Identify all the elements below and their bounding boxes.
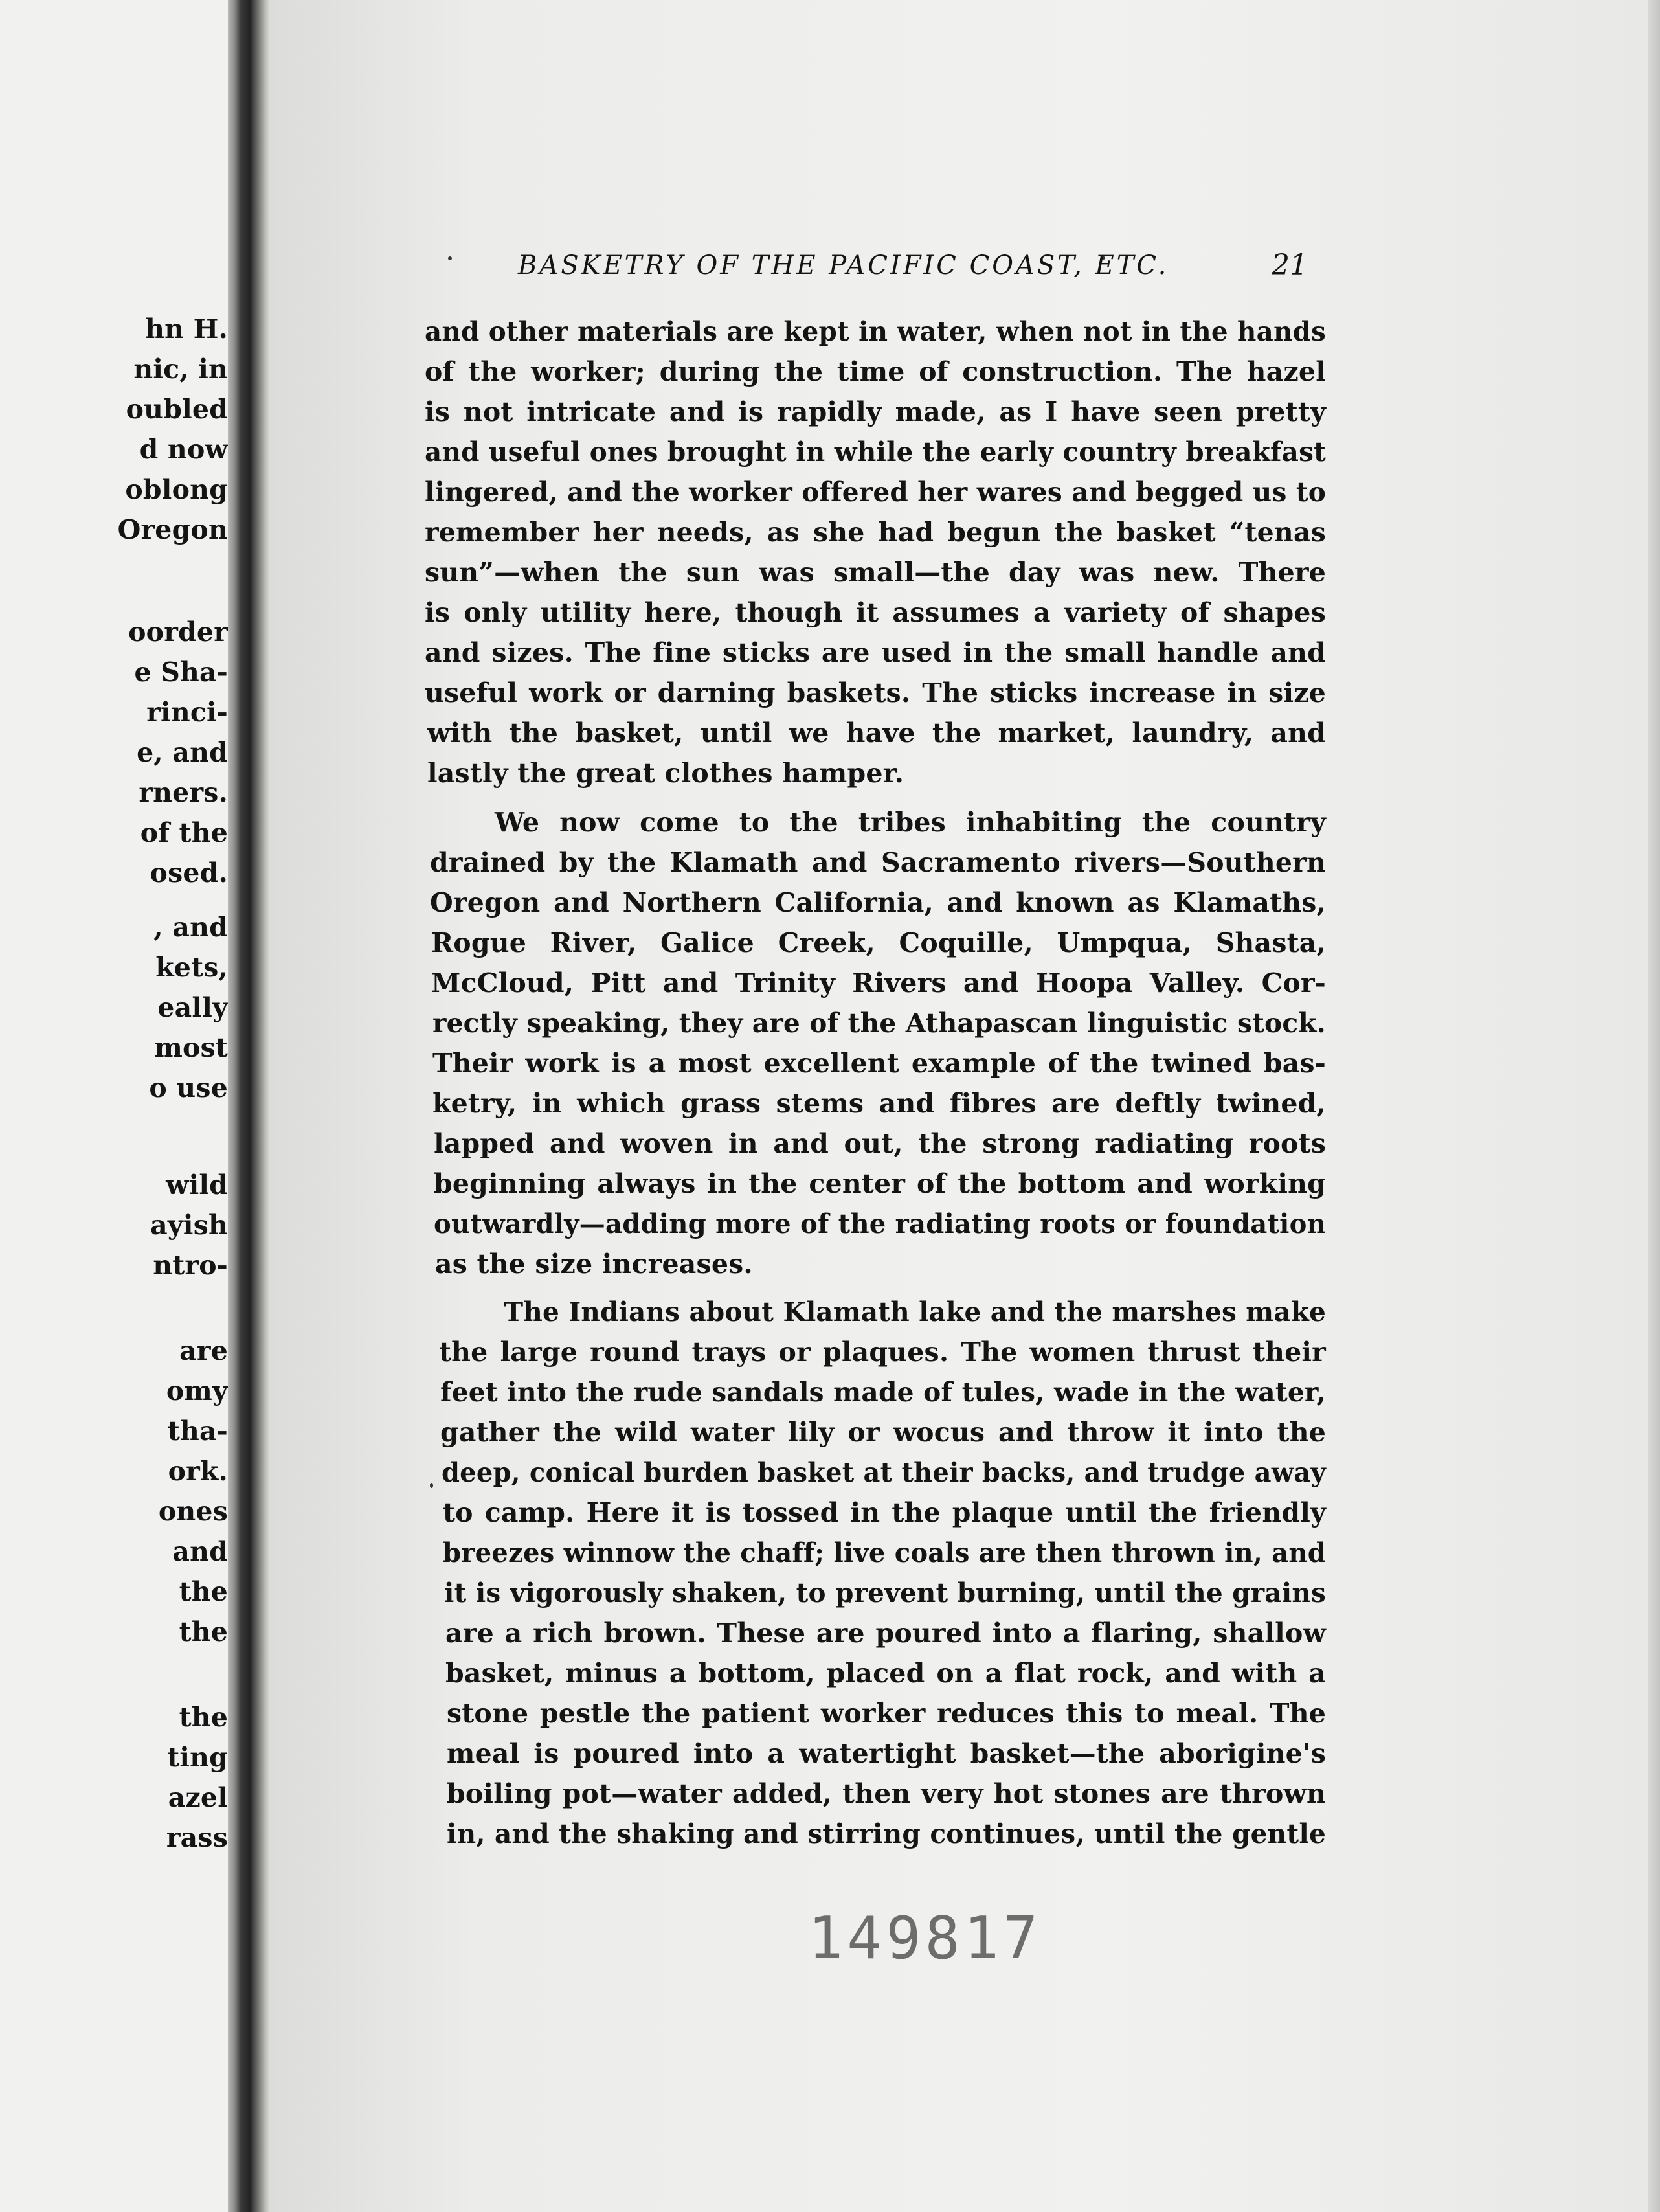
text-line: in, and the shaking and stirring continues, until the gentle: [447, 1818, 1326, 1849]
text-line: Rogue River, Galice Creek, Coquille, Umpqua, Shasta,: [431, 927, 1326, 958]
left-page-line-fragment: ones: [158, 1496, 228, 1527]
left-page-line-fragment: o use: [149, 1072, 228, 1103]
ink-speck: [430, 1483, 433, 1488]
book-gutter: [228, 0, 269, 2212]
text-line: is not intricate and is rapidly made, as I have seen pretty: [425, 396, 1326, 427]
text-line: are a rich brown. These are poured into a flaring, shallow: [445, 1618, 1326, 1649]
left-page-line-fragment: rners.: [139, 777, 228, 808]
text-line: drained by the Klamath and Sacramento rivers—Southern: [430, 847, 1326, 878]
left-page-line-fragment: eally: [157, 992, 228, 1023]
left-page-line-fragment: wild: [166, 1169, 228, 1201]
left-page-line-fragment: tha-: [167, 1416, 228, 1447]
left-page-line-fragment: Oregon: [117, 514, 228, 545]
running-head: BASKETRY OF THE PACIFIC COAST, ETC.: [518, 251, 1169, 280]
left-page-line-fragment: d now: [139, 434, 228, 465]
ink-speck: [448, 256, 452, 260]
left-page-line-fragment: azel: [168, 1782, 228, 1813]
text-line: the large round trays or plaques. The women thrust their: [439, 1337, 1326, 1368]
text-line: with the basket, until we have the market, laundry, and: [427, 717, 1326, 749]
text-line: basket, minus a bottom, placed on a flat rock, and with a: [445, 1658, 1326, 1689]
text-line: The Indians about Klamath lake and the marshes make: [504, 1296, 1326, 1327]
left-page-line-fragment: oblong: [125, 474, 228, 505]
text-line: and useful ones brought in while the early country breakfast: [425, 436, 1326, 468]
left-page-line-fragment: rass: [166, 1822, 228, 1853]
left-page-line-fragment: of the: [140, 817, 228, 848]
left-page: [0, 0, 228, 2212]
left-page-line-fragment: are: [179, 1335, 228, 1366]
text-line: deep, conical burden basket at their backs, and trudge away: [442, 1457, 1326, 1488]
text-line: boiling pot—water added, then very hot stones are thrown: [447, 1778, 1326, 1809]
text-line: as the size increases.: [435, 1248, 753, 1280]
text-line: breezes winnow the chaff; live coals are then thrown in, and: [443, 1537, 1326, 1568]
text-line: Their work is a most excellent example of the twined bas-: [432, 1048, 1326, 1079]
left-page-line-fragment: the: [179, 1576, 228, 1607]
left-page-line-fragment: omy: [166, 1375, 228, 1406]
text-line: McCloud, Pitt and Trinity Rivers and Hoopa Valley. Cor-: [431, 967, 1326, 999]
text-line: gather the wild water lily or wocus and throw it into the: [440, 1417, 1326, 1448]
text-line: lastly the great clothes hamper.: [427, 758, 904, 789]
text-line: is only utility here, though it assumes a variety of shapes: [425, 597, 1326, 628]
left-page-line-fragment: the: [179, 1702, 228, 1733]
page-edge-shadow: [1648, 0, 1660, 2212]
text-line: beginning always in the center of the bottom and working: [434, 1168, 1326, 1199]
text-line: outwardly—adding more of the radiating roots or foundation: [434, 1208, 1326, 1239]
left-page-line-fragment: , and: [153, 912, 228, 943]
left-page-line-fragment: ntro-: [153, 1250, 228, 1281]
left-page-line-fragment: oorder: [128, 616, 228, 648]
text-line: useful work or darning baskets. The sticks increase in size: [425, 677, 1326, 708]
text-line: stone pestle the patient worker reduces this to meal. The: [447, 1698, 1326, 1729]
left-page-line-fragment: oubled: [126, 394, 228, 425]
text-line: ketry, in which grass stems and fibres are deftly twined,: [432, 1088, 1326, 1119]
left-page-line-fragment: and: [172, 1536, 228, 1567]
text-line: We now come to the tribes inhabiting the country: [495, 807, 1326, 838]
text-line: remember her needs, as she had begun the basket “tenas: [425, 517, 1326, 548]
text-line: lingered, and the worker offered her wares and begged us to: [425, 477, 1326, 508]
left-page-line-fragment: kets,: [155, 952, 228, 983]
text-line: it is vigorously shaken, to prevent burning, until the grains: [444, 1577, 1326, 1608]
left-page-line-fragment: ting: [167, 1742, 228, 1773]
left-page-line-fragment: osed.: [150, 857, 228, 888]
left-page-line-fragment: e Sha-: [134, 657, 228, 688]
left-page-line-fragment: nic, in: [133, 354, 228, 385]
left-page-line-fragment: most: [154, 1032, 228, 1063]
left-page-line-fragment: rinci-: [146, 697, 228, 728]
text-line: rectly speaking, they are of the Athapascan linguistic stock.: [432, 1008, 1326, 1039]
text-line: and other materials are kept in water, when not in the hands: [425, 316, 1326, 347]
text-line: meal is poured into a watertight basket—the aborigine's: [447, 1738, 1326, 1769]
text-line: and sizes. The fine sticks are used in the small handle and: [425, 637, 1326, 668]
page-number: 21: [1272, 249, 1308, 282]
left-page-line-fragment: ork.: [168, 1456, 228, 1487]
text-line: of the worker; during the time of construction. The hazel: [425, 356, 1326, 387]
left-page-line-fragment: hn H.: [145, 313, 228, 344]
text-line: to camp. Here it is tossed in the plaque until the friendly: [443, 1497, 1326, 1528]
left-page-line-fragment: ayish: [150, 1210, 228, 1241]
text-line: lapped and woven in and out, the strong radiating roots: [434, 1128, 1326, 1159]
left-page-line-fragment: the: [179, 1616, 228, 1647]
left-page-line-fragment: e, and: [137, 737, 228, 768]
accession-stamp: 149817: [808, 1904, 1042, 1972]
text-line: sun”—when the sun was small—the day was new. There: [425, 557, 1326, 588]
text-line: Oregon and Northern California, and known as Klamaths,: [430, 887, 1326, 918]
text-line: feet into the rude sandals made of tules, wade in the water,: [440, 1377, 1326, 1408]
